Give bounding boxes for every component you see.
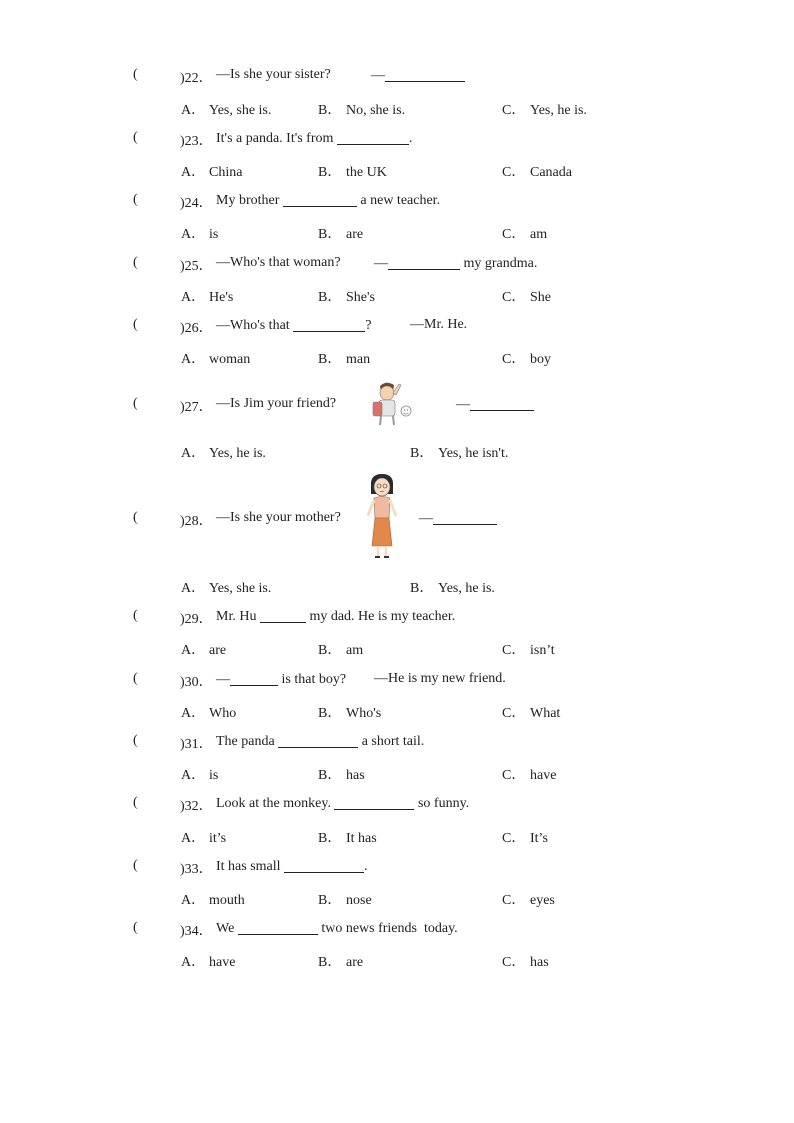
option-c[interactable]: C． It’s	[502, 831, 548, 846]
question-text: Mr. Hu my dad. He is my teacher.	[216, 609, 456, 624]
option-b[interactable]: B． No, she is.	[318, 103, 406, 118]
question-text: Look at the monkey. so funny.	[216, 796, 470, 811]
option-c[interactable]: C． Canada	[502, 165, 572, 180]
option-c[interactable]: C． What	[502, 706, 561, 721]
option-a[interactable]: A． is	[181, 768, 219, 783]
option-b[interactable]: B． am	[318, 643, 364, 658]
option-b[interactable]: B． She's	[318, 290, 375, 305]
answer-line: —	[419, 510, 497, 527]
option-a[interactable]: A． Yes, she is.	[181, 581, 272, 596]
question-text: It has small .	[216, 859, 368, 874]
question-number: )24．	[180, 196, 213, 211]
option-a[interactable]: A． is	[181, 227, 219, 242]
option-b[interactable]: B． are	[318, 955, 364, 970]
question-33	[0, 858, 794, 878]
question-text: My brother a new teacher.	[216, 193, 441, 208]
option-c[interactable]: C． eyes	[502, 893, 555, 908]
question-text: —Is she your mother?	[216, 510, 341, 525]
option-a[interactable]: A． Who	[181, 706, 237, 721]
question-number: )34．	[180, 924, 213, 939]
question-34	[0, 920, 794, 940]
answer-line: —	[371, 67, 465, 84]
question-number: )22．	[180, 71, 213, 86]
question-text: —Is she your sister?	[216, 67, 331, 82]
option-b[interactable]: B． nose	[318, 893, 372, 908]
answer-paren: (	[133, 920, 138, 935]
woman-illustration	[362, 472, 402, 562]
option-b[interactable]: B． Yes, he is.	[410, 581, 495, 596]
option-a[interactable]: A． mouth	[181, 893, 245, 908]
answer-paren: (	[133, 396, 138, 411]
question-number: )26．	[180, 321, 213, 336]
question-number: )28．	[180, 514, 213, 529]
answer-line: —	[456, 396, 534, 413]
option-a[interactable]: A． He's	[181, 290, 234, 305]
option-b[interactable]: B． has	[318, 768, 365, 783]
question-22	[0, 67, 794, 87]
option-a[interactable]: A． have	[181, 955, 236, 970]
reply-text: —He is my new friend.	[374, 671, 506, 686]
question-text: —Is Jim your friend?	[216, 396, 337, 411]
answer-line: — my grandma.	[374, 256, 538, 271]
option-b[interactable]: B． It has	[318, 831, 377, 846]
boy-waving-illustration	[366, 378, 418, 428]
question-text: We two news friends today.	[216, 921, 458, 936]
option-c[interactable]: C． am	[502, 227, 548, 242]
question-number: )30．	[180, 675, 213, 690]
option-b[interactable]: B． are	[318, 227, 364, 242]
answer-paren: (	[133, 795, 138, 810]
answer-paren: (	[133, 510, 138, 525]
question-text: — is that boy?	[216, 672, 347, 687]
question-29	[0, 608, 794, 628]
answer-paren: (	[133, 67, 138, 82]
question-32	[0, 795, 794, 815]
question-text: The panda a short tail.	[216, 734, 425, 749]
question-number: )29．	[180, 612, 213, 627]
question-number: )32．	[180, 799, 213, 814]
question-30	[0, 671, 794, 691]
option-a[interactable]: A． China	[181, 165, 243, 180]
answer-paren: (	[133, 671, 138, 686]
option-a[interactable]: A． Yes, he is.	[181, 446, 266, 461]
option-a[interactable]: A． it’s	[181, 831, 227, 846]
answer-paren: (	[133, 255, 138, 270]
reply-text: —Mr. He.	[410, 317, 468, 332]
option-c[interactable]: C． Yes, he is.	[502, 103, 587, 118]
option-c[interactable]: C． isn’t	[502, 643, 555, 658]
question-24	[0, 192, 794, 212]
question-number: )31．	[180, 737, 213, 752]
option-c[interactable]: C． has	[502, 955, 549, 970]
question-23	[0, 130, 794, 150]
answer-paren: (	[133, 733, 138, 748]
option-b[interactable]: B． Yes, he isn't.	[410, 446, 509, 461]
question-31	[0, 733, 794, 753]
question-number: )25．	[180, 259, 213, 274]
question-text: It's a panda. It's from .	[216, 131, 413, 146]
option-b[interactable]: B． man	[318, 352, 371, 367]
question-25	[0, 255, 794, 275]
question-number: )23．	[180, 134, 213, 149]
option-c[interactable]: C． boy	[502, 352, 551, 367]
question-number: )27．	[180, 400, 213, 415]
option-b[interactable]: B． the UK	[318, 165, 387, 180]
question-text: —Who's that woman?	[216, 255, 341, 270]
question-number: )33．	[180, 862, 213, 877]
option-c[interactable]: C． She	[502, 290, 551, 305]
option-a[interactable]: A． are	[181, 643, 227, 658]
answer-paren: (	[133, 192, 138, 207]
answer-paren: (	[133, 608, 138, 623]
option-a[interactable]: A． woman	[181, 352, 251, 367]
question-26	[0, 317, 794, 337]
option-b[interactable]: B． Who's	[318, 706, 382, 721]
option-a[interactable]: A． Yes, she is.	[181, 103, 272, 118]
answer-paren: (	[133, 130, 138, 145]
answer-paren: (	[133, 317, 138, 332]
question-text: —Who's that ?	[216, 318, 372, 333]
option-c[interactable]: C． have	[502, 768, 557, 783]
answer-paren: (	[133, 858, 138, 873]
